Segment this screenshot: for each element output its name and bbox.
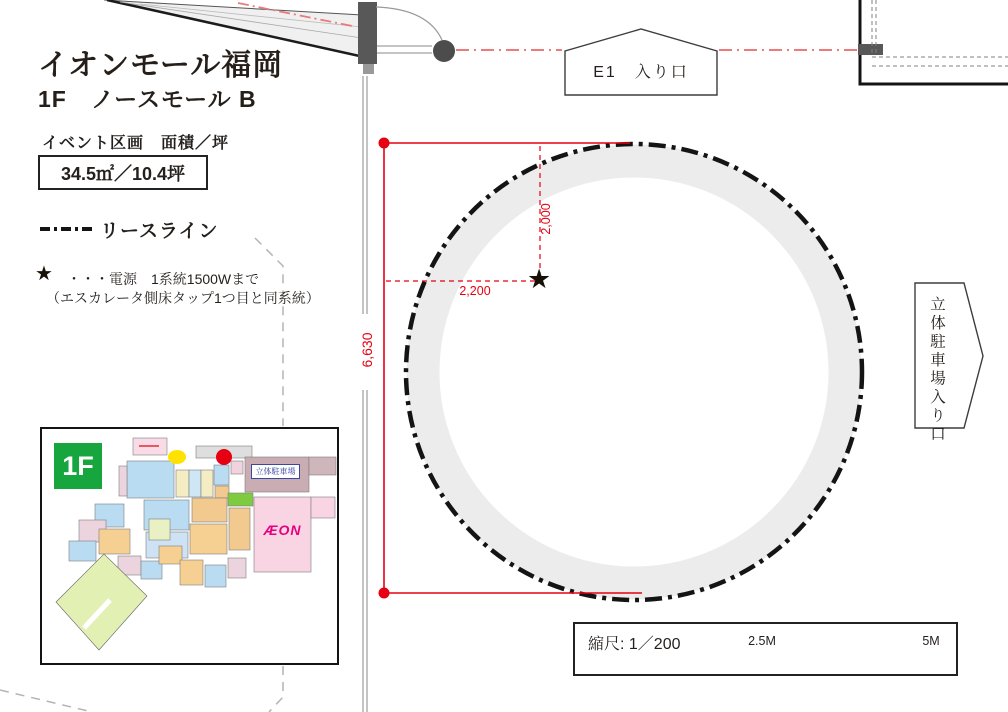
door-swing-arc — [376, 7, 442, 40]
inset-parking-label — [251, 464, 300, 479]
left-wall — [363, 76, 367, 712]
dimension-endpoint-dot — [379, 138, 390, 149]
power-outlet-star-icon: ★ — [527, 264, 552, 294]
page-subtitle: 1F ノースモール B — [38, 86, 257, 112]
power-note-line2: （エスカレータ側床タップ1つ目と同系統） — [46, 290, 320, 306]
dimension-endpoint-dot — [379, 588, 390, 599]
dimension-height-label: 6,630 — [359, 332, 375, 368]
scale-mid-label: 2.5M — [748, 634, 776, 648]
inset-floor-badge — [54, 443, 102, 489]
door-pivot-circle — [433, 40, 455, 62]
inset-event-marker-yellow — [168, 450, 186, 464]
lease-line-legend-label: リースライン — [100, 221, 219, 242]
event-circle — [406, 144, 862, 600]
dimension-offset-x-label: 2,200 — [459, 284, 491, 298]
wall-pillar-stub — [363, 64, 374, 74]
power-note-line1: ・・・電源 1系統1500Wまで — [67, 271, 260, 287]
parking-entrance-label: 立体駐車場入り口 — [928, 296, 945, 444]
event-area-label: イベント区画 面積／坪 — [42, 135, 230, 152]
inset-parking-label-text: 立体駐車場 — [255, 467, 296, 476]
event-circle-ring — [423, 161, 845, 583]
door-frame-block — [858, 44, 883, 55]
wall-pillar — [358, 2, 377, 64]
scale-label: 縮尺: 1／200 — [588, 636, 681, 653]
entrance-e1-label: E1 入り口 — [593, 64, 689, 81]
scale-end-label: 5M — [922, 634, 940, 648]
star-icon: ★ — [35, 263, 53, 285]
inset-floor-badge-text: 1F — [62, 450, 94, 481]
area-value-box — [38, 155, 208, 190]
dimension-offset-y-label: 2,000 — [539, 203, 553, 235]
top-right-structure — [858, 0, 1008, 84]
inset-event-marker-red — [216, 449, 232, 465]
inset-aeon-logo: ÆON — [263, 522, 302, 538]
area-value: 34.5㎡／10.4坪 — [60, 163, 186, 184]
page-title: イオンモール福岡 — [38, 49, 284, 82]
